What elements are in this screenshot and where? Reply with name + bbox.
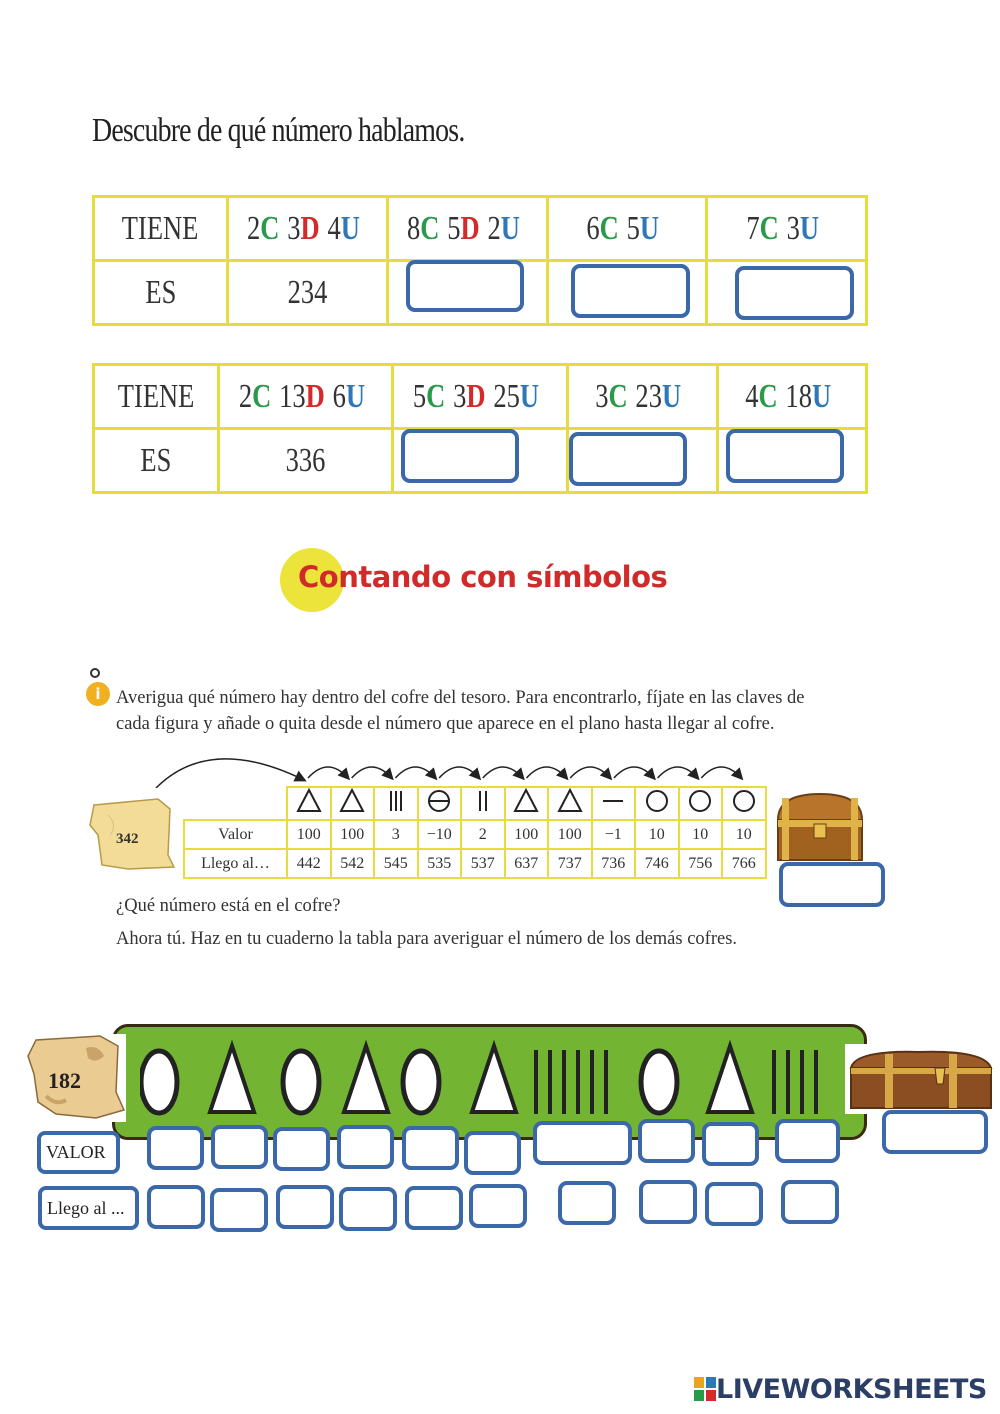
place-letter: D	[466, 377, 486, 415]
circle-minus-symbol	[426, 788, 452, 814]
shape-cell	[331, 787, 375, 820]
six-bars-symbol	[536, 1050, 606, 1114]
place-letter: C	[600, 209, 620, 247]
llego-cell: 545	[374, 849, 418, 878]
valor-cell: 10	[679, 820, 723, 849]
shape-cell	[679, 787, 723, 820]
triangle-symbol	[472, 1046, 516, 1112]
treasure-chest-icon	[845, 1044, 995, 1114]
triangle-symbol	[210, 1046, 254, 1112]
arrow	[614, 767, 654, 778]
digit-count: 23	[635, 377, 663, 415]
llego-input[interactable]	[705, 1182, 763, 1226]
digit-count: 2	[487, 209, 501, 247]
instruction-line: cada figura y añade o quita desde el número que aparece en el plano hasta llegar al cofre.	[116, 714, 775, 734]
digit-count: 7	[746, 209, 760, 247]
circle-symbol	[687, 788, 713, 814]
place-letter: U	[340, 209, 360, 247]
valor-cell: 100	[331, 820, 375, 849]
triangle-symbol	[344, 1046, 388, 1112]
chest-answer-input[interactable]	[882, 1110, 988, 1154]
tiene-cell	[717, 365, 867, 429]
arrow	[483, 767, 523, 778]
row-label-llego: Llego al…	[184, 849, 287, 878]
four-bars-symbol	[774, 1050, 816, 1114]
llego-cell: 766	[722, 849, 766, 878]
circle-symbol	[641, 1051, 677, 1113]
arrow	[658, 767, 698, 778]
answer-input[interactable]	[571, 264, 690, 318]
shape-cell	[461, 787, 505, 820]
now-you-text: Ahora tú. Haz en tu cuaderno la tabla para averiguar el número de los demás cofres.	[116, 929, 738, 949]
logo-icon	[694, 1377, 716, 1401]
magnifier-icon	[90, 668, 100, 678]
tiene-cell	[218, 365, 393, 429]
board-symbols	[140, 1040, 840, 1124]
place-letter: D	[305, 377, 325, 415]
treasure-chest-icon	[772, 790, 868, 864]
llego-cell: 535	[418, 849, 462, 878]
place-letter: C	[758, 377, 778, 415]
chest-answer-input[interactable]	[779, 862, 885, 907]
llego-input[interactable]	[558, 1181, 616, 1225]
digit-count: 3	[287, 209, 301, 247]
arrow	[439, 767, 479, 778]
llego-input[interactable]	[147, 1185, 205, 1229]
shape-cell	[374, 787, 418, 820]
jump-arrows	[150, 744, 750, 788]
start-number: 342	[116, 831, 139, 847]
arrow	[352, 767, 392, 778]
shape-cell	[287, 787, 331, 820]
place-letter: U	[345, 377, 365, 415]
tiene-cell	[547, 197, 707, 261]
circle-symbol	[141, 1051, 177, 1113]
instruction-line: Averigua qué número hay dentro del cofre del tesoro. Para encontrarlo, fíjate en las claves de	[116, 688, 805, 708]
arrow	[308, 767, 348, 778]
llego-input[interactable]	[781, 1180, 839, 1224]
tiene-cell	[387, 197, 547, 261]
circle-symbol	[283, 1051, 319, 1113]
info-icon: i	[86, 682, 110, 706]
llego-input[interactable]	[405, 1186, 463, 1230]
row-label-tiene: TIENE	[94, 197, 228, 261]
llego-cell: 637	[505, 849, 549, 878]
tiene-cell	[393, 365, 568, 429]
answer-input[interactable]	[401, 429, 519, 483]
llego-cell: 542	[331, 849, 375, 878]
es-cell: 336	[218, 429, 393, 493]
llego-input[interactable]	[469, 1184, 527, 1228]
digit-count: 3	[595, 377, 609, 415]
tiene-cell	[227, 197, 387, 261]
llego-cell: 736	[592, 849, 636, 878]
shape-cell	[548, 787, 592, 820]
place-letter: C	[260, 209, 280, 247]
answer-input[interactable]	[569, 432, 687, 486]
arrow	[570, 767, 610, 778]
valor-input[interactable]	[273, 1127, 330, 1171]
valor-cell: 10	[635, 820, 679, 849]
llego-input[interactable]	[276, 1185, 334, 1229]
llego-input[interactable]	[639, 1180, 697, 1224]
valor-input[interactable]	[533, 1121, 632, 1165]
digit-count: 3	[786, 209, 800, 247]
digit-count: 5	[627, 209, 641, 247]
triangle-symbol	[296, 788, 322, 814]
triple-bar-symbol	[383, 788, 409, 814]
valor-cell: −10	[418, 820, 462, 849]
valor-cell: 100	[505, 820, 549, 849]
start-number: 182	[48, 1068, 81, 1093]
llego-label: Llego al ...	[38, 1186, 139, 1230]
question-text: ¿Qué número está en el cofre?	[116, 896, 341, 916]
llego-input[interactable]	[210, 1188, 268, 1232]
valor-input[interactable]	[638, 1119, 695, 1163]
place-letter: C	[759, 209, 779, 247]
llego-input[interactable]	[339, 1187, 397, 1231]
place-letter: C	[420, 209, 440, 247]
place-letter: U	[520, 377, 540, 415]
valor-input[interactable]	[147, 1126, 204, 1170]
section-title: Contando con símbolos	[298, 560, 668, 594]
row-label-es: ES	[94, 429, 219, 493]
valor-input[interactable]	[775, 1119, 840, 1163]
row-label-tiene: TIENE	[94, 365, 219, 429]
digit-count: 8	[406, 209, 421, 247]
valor-cell: −1	[592, 820, 636, 849]
triangle-symbol	[513, 788, 539, 814]
llego-cell: 737	[548, 849, 592, 878]
valor-cell: 2	[461, 820, 505, 849]
arrow	[701, 767, 741, 778]
valor-input[interactable]	[402, 1126, 459, 1170]
digit-count: 5	[413, 377, 427, 415]
liveworksheets-logo	[694, 1374, 987, 1404]
place-letter: C	[251, 377, 271, 415]
arrow	[527, 767, 567, 778]
tiene-cell	[568, 365, 717, 429]
shape-cell	[592, 787, 636, 820]
answer-input[interactable]	[735, 266, 854, 320]
llego-cell: 746	[635, 849, 679, 878]
digit-count: 13	[278, 377, 306, 415]
place-letter: U	[811, 377, 831, 415]
row-label-valor: Valor	[184, 820, 287, 849]
place-letter: C	[426, 377, 446, 415]
shape-cell	[505, 787, 549, 820]
digit-count: 6	[586, 209, 601, 247]
digit-count: 5	[447, 209, 461, 247]
digit-count: 25	[493, 377, 521, 415]
digit-count: 4	[744, 377, 759, 415]
circle-symbol	[731, 788, 757, 814]
llego-cell: 756	[679, 849, 723, 878]
circle-symbol	[403, 1051, 439, 1113]
place-letter: U	[662, 377, 682, 415]
shape-cell	[722, 787, 766, 820]
answer-input[interactable]	[406, 260, 524, 312]
place-letter: D	[460, 209, 480, 247]
valor-input[interactable]	[211, 1125, 268, 1169]
tiene-cell	[707, 197, 867, 261]
valor-input[interactable]	[464, 1131, 521, 1175]
digit-count: 4	[327, 209, 341, 247]
treasure-map-icon	[88, 795, 176, 873]
circle-symbol	[644, 788, 670, 814]
example-table	[183, 786, 767, 879]
exercise-title: Descubre de qué número hablamos.	[92, 112, 465, 149]
place-letter: U	[799, 209, 820, 247]
arrow	[395, 767, 435, 778]
triangle-symbol	[708, 1046, 752, 1112]
valor-input[interactable]	[337, 1125, 394, 1169]
arrow	[156, 759, 304, 788]
digit-count: 2	[246, 209, 261, 247]
valor-input[interactable]	[702, 1122, 759, 1166]
shape-cell	[418, 787, 462, 820]
place-letter: C	[608, 377, 628, 415]
es-cell: 234	[227, 261, 387, 325]
valor-cell: 3	[374, 820, 418, 849]
triangle-symbol	[339, 788, 365, 814]
place-letter: U	[500, 209, 520, 247]
answer-input[interactable]	[726, 429, 844, 483]
valor-cell: 100	[287, 820, 331, 849]
llego-cell: 442	[287, 849, 331, 878]
double-bar-symbol	[470, 788, 496, 814]
row-label-es: ES	[94, 261, 228, 325]
logo-text: LIVEWORKSHEETS	[716, 1373, 987, 1405]
digit-count: 2	[238, 377, 252, 415]
place-letter: D	[300, 209, 320, 247]
triangle-symbol	[557, 788, 583, 814]
place-letter: U	[640, 209, 660, 247]
shape-cell	[635, 787, 679, 820]
valor-cell: 100	[548, 820, 592, 849]
minus-symbol	[600, 788, 626, 814]
digit-count: 3	[453, 377, 467, 415]
digit-count: 6	[332, 377, 346, 415]
valor-cell: 10	[722, 820, 766, 849]
llego-cell: 537	[461, 849, 505, 878]
digit-count: 18	[785, 377, 812, 415]
valor-label: VALOR	[37, 1131, 120, 1174]
